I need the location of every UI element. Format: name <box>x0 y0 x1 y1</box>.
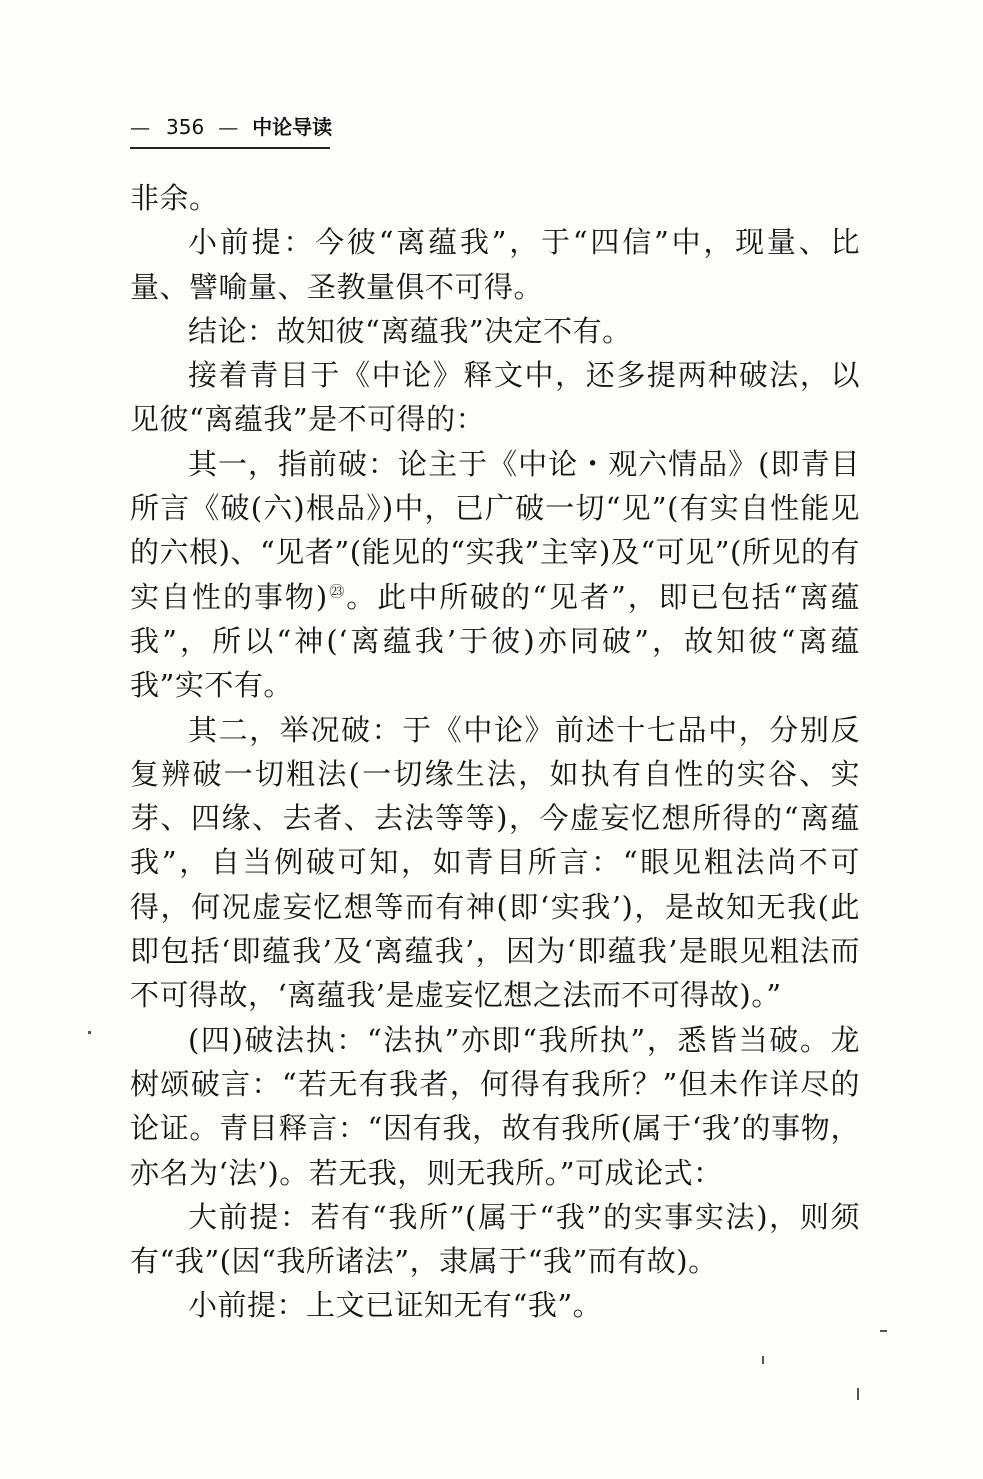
paragraph-9: 小前提：上文已证知无有“我”。 <box>188 1288 603 1323</box>
paragraph-3: 结论：故知彼“离蕴我”决定不有。 <box>188 313 632 348</box>
paragraph-4: 接着青目于《中论》释文中，还多提两种破法，以见彼“离蕴我”是不可得的： <box>130 358 860 437</box>
paragraph-2: 小前提：今彼“离蕴我”，于“四信”中，现量、比量、譬喻量、圣教量俱不可得。 <box>130 225 860 304</box>
scan-speck <box>88 1031 91 1034</box>
book-title: 中论导读 <box>252 115 333 139</box>
running-header <box>130 112 332 142</box>
scan-speck <box>880 1330 887 1332</box>
paragraph-7: (四)破法执：“法执”亦即“我所执”，悉皆当破。龙树颂破言：“若无有我者，何得有我所？”但未作详尽的论证。青目释言：“因有我，故有我所(属于‘我’的事物，亦名为‘法’)。若无我，则无我所。”可成论式： <box>130 1022 860 1190</box>
header-underline <box>130 147 330 149</box>
header-dash-right: — <box>218 115 241 139</box>
body-text <box>130 176 860 1328</box>
paragraph-8: 大前提：若有“我所”(属于“我”的实事实法)，则须有“我”(因“我所诸法”，隶属于“我”而有故)。 <box>130 1199 860 1279</box>
paragraph-5: 其一，指前破：论主于《中论・观六情品》(即青目所言《破(六)根品》)中，已广破一切“见”(有实自性能见的六根)、“见者”(能见的“实我”主宰)及“可见”(所见的有实自性的事物)$^㉓$。此中所破的“见者”，即已包括“离蕴我”，所以“神(‘离蕴我’于彼)亦同破”，故知彼“离蕴我”实不有。 <box>130 446 860 703</box>
footnote-ref: ㉓ <box>327 582 347 601</box>
scan-speck <box>857 1388 859 1400</box>
header-dash-left: — <box>130 115 152 139</box>
page-number: 356 <box>166 115 205 139</box>
paragraph-1: 非余。 <box>130 181 219 215</box>
paragraph-6: 其二，举况破：于《中论》前述十七品中，分别反复辨破一切粗法(一切缘生法，如执有自性的实谷、实芽、四缘、去者、去法等等)，今虚妄忆想所得的“离蕴我”，自当例破可知，如青目所言：“眼见粗法尚不可得，何况虚妄忆想等而有神(即‘实我’)，是故知无我(此即包括‘即蕴我’及‘离蕴我’，因为‘即蕴我’是眼见粗法而不可得故，‘离蕴我’是虚妄忆想之法而不可得故)。” <box>130 712 860 1013</box>
scan-speck <box>762 1356 764 1364</box>
